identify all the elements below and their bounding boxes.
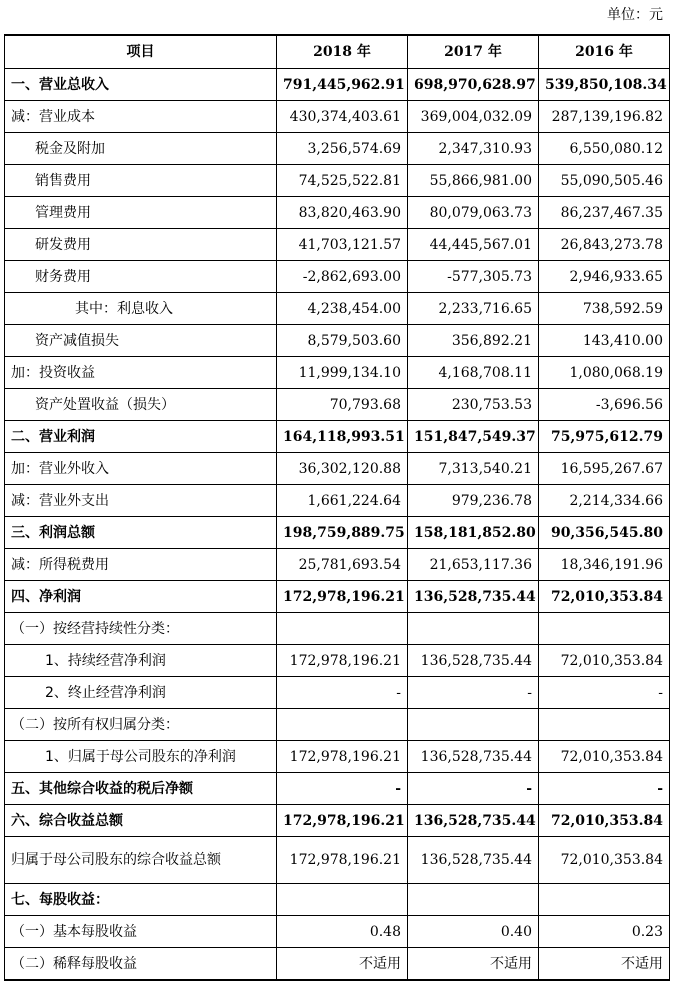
table-row xyxy=(5,261,670,293)
value-2017: 136,528,735.44 xyxy=(408,581,539,613)
value-2018: - xyxy=(277,677,408,709)
value-2018: 172,978,196.21 xyxy=(277,741,408,773)
value-2018: 1,661,224.64 xyxy=(277,485,408,517)
value-2016: - xyxy=(539,773,670,805)
row-label: 1、归属于母公司股东的净利润 xyxy=(5,741,277,773)
row-label: 七、每股收益： xyxy=(5,884,277,916)
row-label: 四、净利润 xyxy=(5,581,277,613)
row-label: 加：投资收益 xyxy=(5,357,277,389)
value-2016: 1,080,068.19 xyxy=(539,357,670,389)
row-label: 一、营业总收入 xyxy=(5,69,277,101)
value-2018: 198,759,889.75 xyxy=(277,517,408,549)
table-row xyxy=(5,549,670,581)
table-header-row xyxy=(5,35,670,69)
value-2018: 8,579,503.60 xyxy=(277,325,408,357)
value-2017: -577,305.73 xyxy=(408,261,539,293)
value-2017: 2,233,716.65 xyxy=(408,293,539,325)
value-2017: - xyxy=(408,677,539,709)
value-2016 xyxy=(539,709,670,741)
value-2016: 72,010,353.84 xyxy=(539,837,670,884)
value-2018: 3,256,574.69 xyxy=(277,133,408,165)
value-2017: 151,847,549.37 xyxy=(408,421,539,453)
table-row xyxy=(5,613,670,645)
value-2018: 36,302,120.88 xyxy=(277,453,408,485)
table-row xyxy=(5,709,670,741)
value-2016: 26,843,273.78 xyxy=(539,229,670,261)
value-2016: 18,346,191.96 xyxy=(539,549,670,581)
value-2017: 44,445,567.01 xyxy=(408,229,539,261)
value-2017: 21,653,117.36 xyxy=(408,549,539,581)
row-label: 二、营业利润 xyxy=(5,421,277,453)
table-row xyxy=(5,197,670,229)
value-2018: 430,374,403.61 xyxy=(277,101,408,133)
value-2018: 4,238,454.00 xyxy=(277,293,408,325)
value-2017: 136,528,735.44 xyxy=(408,805,539,837)
table-row xyxy=(5,916,670,948)
value-2017: 369,004,032.09 xyxy=(408,101,539,133)
value-2016: - xyxy=(539,677,670,709)
row-label: 税金及附加 xyxy=(5,133,277,165)
row-label: 其中：利息收入 xyxy=(5,293,277,325)
row-label: 财务费用 xyxy=(5,261,277,293)
value-2017: 698,970,628.97 xyxy=(408,69,539,101)
table-row xyxy=(5,884,670,916)
value-2017: 136,528,735.44 xyxy=(408,741,539,773)
row-label: （一）按经营持续性分类： xyxy=(5,613,277,645)
value-2016: 75,975,612.79 xyxy=(539,421,670,453)
table-row xyxy=(5,837,670,884)
table-row xyxy=(5,357,670,389)
value-2017 xyxy=(408,613,539,645)
row-label: 归属于母公司股东的综合收益总额 xyxy=(5,837,277,884)
row-label: （二）按所有权归属分类： xyxy=(5,709,277,741)
value-2018 xyxy=(277,884,408,916)
row-label: 加：营业外收入 xyxy=(5,453,277,485)
value-2016: 287,139,196.82 xyxy=(539,101,670,133)
row-label: （二）稀释每股收益 xyxy=(5,948,277,981)
value-2018: -2,862,693.00 xyxy=(277,261,408,293)
value-2017: 136,528,735.44 xyxy=(408,645,539,677)
value-2016: 0.23 xyxy=(539,916,670,948)
value-2016: 72,010,353.84 xyxy=(539,581,670,613)
value-2018: 25,781,693.54 xyxy=(277,549,408,581)
value-2016: 6,550,080.12 xyxy=(539,133,670,165)
value-2017: 不适用 xyxy=(408,948,539,981)
value-2017: 4,168,708.11 xyxy=(408,357,539,389)
unit-label: 单位：元 xyxy=(607,7,663,23)
value-2017: 2,347,310.93 xyxy=(408,133,539,165)
value-2018: 172,978,196.21 xyxy=(277,837,408,884)
value-2016: 539,850,108.34 xyxy=(539,69,670,101)
value-2018: 0.48 xyxy=(277,916,408,948)
header-2017: 2017 年 xyxy=(408,35,539,69)
table-row xyxy=(5,229,670,261)
table-row xyxy=(5,325,670,357)
table-row xyxy=(5,645,670,677)
row-label: 资产减值损失 xyxy=(5,325,277,357)
value-2016: 16,595,267.67 xyxy=(539,453,670,485)
table-row xyxy=(5,485,670,517)
value-2018: 172,978,196.21 xyxy=(277,645,408,677)
value-2016: 72,010,353.84 xyxy=(539,805,670,837)
row-label: 1、持续经营净利润 xyxy=(5,645,277,677)
table-row xyxy=(5,133,670,165)
table-row xyxy=(5,293,670,325)
value-2017: 158,181,852.80 xyxy=(408,517,539,549)
value-2017: 979,236.78 xyxy=(408,485,539,517)
table-row xyxy=(5,805,670,837)
table-row xyxy=(5,69,670,101)
value-2017: - xyxy=(408,773,539,805)
value-2016: 不适用 xyxy=(539,948,670,981)
value-2017: 230,753.53 xyxy=(408,389,539,421)
value-2018: 172,978,196.21 xyxy=(277,581,408,613)
value-2016: 86,237,467.35 xyxy=(539,197,670,229)
row-label: （一）基本每股收益 xyxy=(5,916,277,948)
value-2018: 11,999,134.10 xyxy=(277,357,408,389)
table-row xyxy=(5,677,670,709)
table-row xyxy=(5,453,670,485)
value-2016 xyxy=(539,884,670,916)
value-2018: 41,703,121.57 xyxy=(277,229,408,261)
value-2017: 136,528,735.44 xyxy=(408,837,539,884)
value-2016: 72,010,353.84 xyxy=(539,741,670,773)
header-2016: 2016 年 xyxy=(539,35,670,69)
value-2017: 0.40 xyxy=(408,916,539,948)
header-item: 项目 xyxy=(5,35,277,69)
value-2018: 70,793.68 xyxy=(277,389,408,421)
row-label: 管理费用 xyxy=(5,197,277,229)
value-2018: 172,978,196.21 xyxy=(277,805,408,837)
value-2018: 74,525,522.81 xyxy=(277,165,408,197)
value-2016: 2,214,334.66 xyxy=(539,485,670,517)
value-2016: -3,696.56 xyxy=(539,389,670,421)
value-2018: 83,820,463.90 xyxy=(277,197,408,229)
value-2017: 7,313,540.21 xyxy=(408,453,539,485)
table-row xyxy=(5,389,670,421)
row-label: 减：所得税费用 xyxy=(5,549,277,581)
row-label: 资产处置收益（损失） xyxy=(5,389,277,421)
value-2018: 791,445,962.91 xyxy=(277,69,408,101)
row-label: 2、终止经营净利润 xyxy=(5,677,277,709)
value-2016: 90,356,545.80 xyxy=(539,517,670,549)
value-2016: 72,010,353.84 xyxy=(539,645,670,677)
table-row xyxy=(5,948,670,981)
value-2016: 55,090,505.46 xyxy=(539,165,670,197)
row-label: 销售费用 xyxy=(5,165,277,197)
table-row xyxy=(5,101,670,133)
value-2017 xyxy=(408,884,539,916)
value-2016: 143,410.00 xyxy=(539,325,670,357)
row-label: 三、利润总额 xyxy=(5,517,277,549)
value-2016 xyxy=(539,613,670,645)
value-2016: 2,946,933.65 xyxy=(539,261,670,293)
value-2017: 356,892.21 xyxy=(408,325,539,357)
table-row xyxy=(5,165,670,197)
row-label: 研发费用 xyxy=(5,229,277,261)
header-2018: 2018 年 xyxy=(277,35,408,69)
table-row xyxy=(5,741,670,773)
row-label: 减：营业成本 xyxy=(5,101,277,133)
value-2018: 不适用 xyxy=(277,948,408,981)
row-label: 减：营业外支出 xyxy=(5,485,277,517)
value-2018: - xyxy=(277,773,408,805)
table-row xyxy=(5,421,670,453)
value-2017: 80,079,063.73 xyxy=(408,197,539,229)
income-statement-table xyxy=(4,34,670,981)
value-2018 xyxy=(277,709,408,741)
value-2018: 164,118,993.51 xyxy=(277,421,408,453)
table-row xyxy=(5,581,670,613)
value-2017 xyxy=(408,709,539,741)
row-label: 五、其他综合收益的税后净额 xyxy=(5,773,277,805)
table-row xyxy=(5,517,670,549)
value-2016: 738,592.59 xyxy=(539,293,670,325)
table-row xyxy=(5,773,670,805)
row-label: 六、综合收益总额 xyxy=(5,805,277,837)
value-2017: 55,866,981.00 xyxy=(408,165,539,197)
value-2018 xyxy=(277,613,408,645)
